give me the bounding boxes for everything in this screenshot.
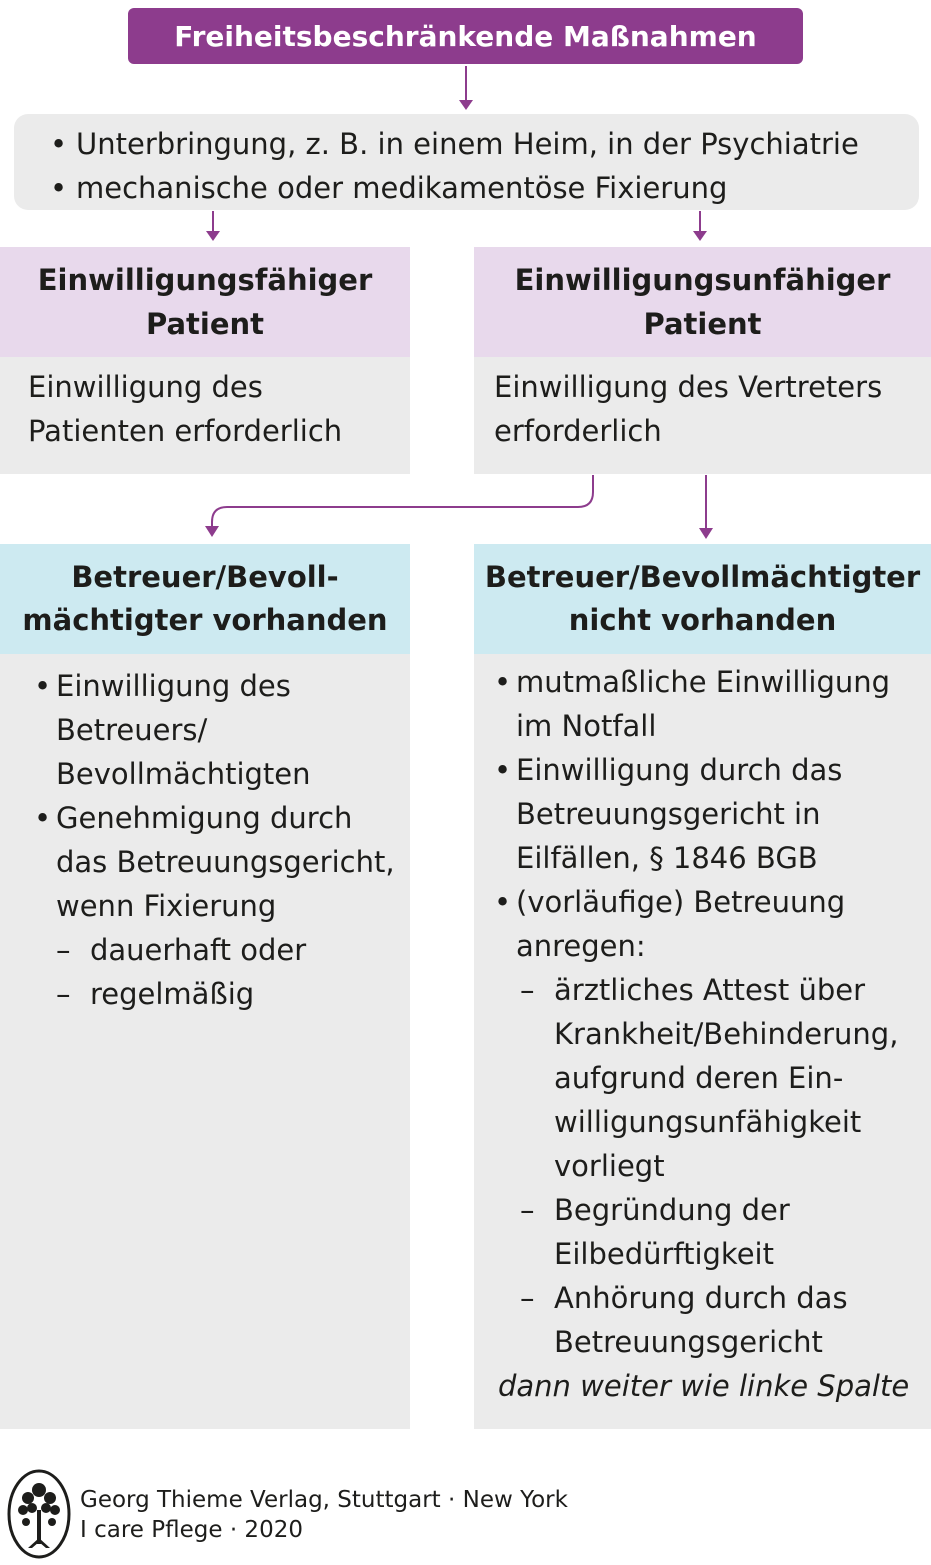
guardian-present-item: • Genehmigung durch das Betreuungsgericht, wenn Fixierung bbox=[34, 801, 395, 923]
page-title: Freiheitsbeschränkende Maßnahmen bbox=[128, 8, 803, 64]
consent-incapable-body: Einwilligung des Vertreters erforderlich bbox=[474, 357, 931, 474]
guardian-absent-item: • Einwilligung durch das Betreuungsgericht in Eilfällen, § 1846 BGB bbox=[494, 753, 843, 875]
publisher-credit: Georg Thieme Verlag, Stuttgart · New York I care Pflege · 2020 bbox=[80, 1487, 568, 1543]
measure-item: • Unterbringung, z. B. in einem Heim, in der Psychiatrie bbox=[50, 127, 859, 161]
guardian-absent-subitem: – ärztliches Attest über Krankheit/Behinderung, aufgrund deren Ein- willigungsunfähigkeit vorliegt bbox=[520, 973, 899, 1183]
guardian-absent-item: • (vorläufige) Betreuung anregen: bbox=[494, 885, 846, 963]
consent-capable-body: Einwilligung des Patienten erforderlich bbox=[0, 357, 410, 474]
guardian-absent-body bbox=[474, 654, 931, 1429]
guardian-present-body bbox=[0, 654, 410, 1429]
guardian-absent-note: dann weiter wie linke Spalte bbox=[498, 1369, 910, 1403]
arrow-right-to-guardian-present bbox=[212, 475, 593, 528]
measures-box bbox=[14, 114, 919, 210]
guardian-absent-subitem: – Begründung der Eilbedürftigkeit bbox=[520, 1193, 790, 1271]
thieme-tree-logo-icon bbox=[6, 1468, 72, 1560]
consent-capable-header: Einwilligungsfähiger Patient bbox=[0, 247, 410, 357]
guardian-present-subitem: – regelmäßig bbox=[56, 977, 255, 1011]
guardian-absent-subitem: – Anhörung durch das Betreuungsgericht bbox=[520, 1281, 848, 1359]
guardian-present-subitem: – dauerhaft oder bbox=[56, 933, 307, 967]
guardian-absent-header: Betreuer/Bevollmächtigter nicht vorhanden bbox=[474, 544, 931, 654]
guardian-present-item: • Einwilligung des Betreuers/ Bevollmächtigten bbox=[34, 669, 311, 791]
consent-incapable-header: Einwilligungsunfähiger Patient bbox=[474, 247, 931, 357]
measure-item: • mechanische oder medikamentöse Fixierung bbox=[50, 171, 728, 205]
guardian-absent-item: • mutmaßliche Einwilligung im Notfall bbox=[494, 665, 891, 743]
guardian-present-header: Betreuer/Bevoll- mächtigter vorhanden bbox=[0, 544, 410, 654]
